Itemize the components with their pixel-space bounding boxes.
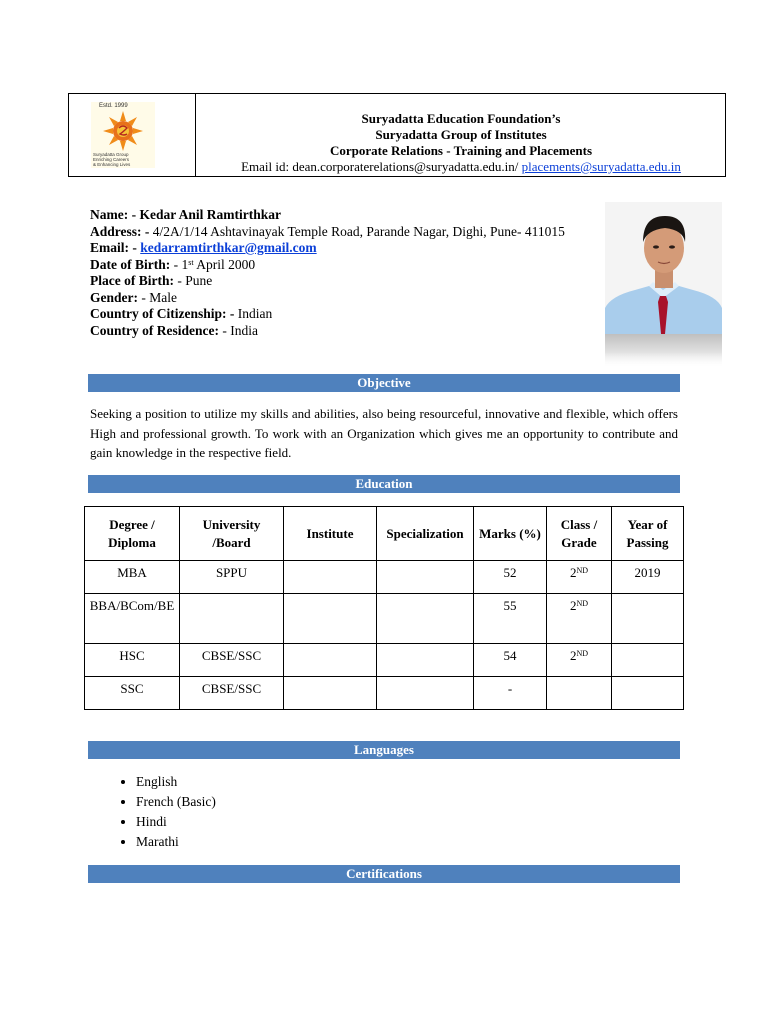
- certifications-heading: Certifications: [88, 865, 680, 883]
- table-row: SSC CBSE/SSC -: [85, 677, 684, 710]
- header-university: University /Board: [180, 507, 284, 561]
- header-year: Year of Passing: [612, 507, 684, 561]
- table-row: HSC CBSE/SSC 54 2ND: [85, 644, 684, 677]
- table-row: MBA SPPU 52 2ND 2019: [85, 561, 684, 594]
- objective-text: Seeking a position to utilize my skills and abilities, also being resourceful, innovative and flexible, which offers High and professional growth. To work with an Organization which gives me an opportunity to contribute and gain knowledge in the respective field.: [90, 406, 678, 460]
- education-heading: Education: [88, 475, 680, 493]
- logo-tagline: Suryadatta Group Enriching Careers & Enhancing Lives: [93, 152, 131, 167]
- header-class: Class / Grade: [547, 507, 612, 561]
- list-item: • Marathi: [136, 832, 216, 852]
- languages-heading: Languages: [88, 741, 680, 759]
- header-institute: Institute: [284, 507, 377, 561]
- logo-estd-text: Estd. 1999: [99, 103, 128, 109]
- objective-heading: Objective: [88, 374, 680, 392]
- citizenship-line: Country of Citizenship: - Indian: [90, 306, 273, 321]
- letterhead-text: [196, 94, 726, 176]
- header-specialization: Specialization: [377, 507, 474, 561]
- suryadatta-logo: [91, 102, 155, 168]
- letterhead: [68, 93, 726, 177]
- gender-line: Gender: - Male: [90, 289, 177, 305]
- pob-line: Place of Birth: - Pune: [90, 273, 213, 288]
- candidate-photo: [605, 202, 722, 368]
- list-item: • French (Basic): [136, 792, 216, 812]
- education-table: [84, 506, 684, 710]
- table-row: BBA/BCom/BE 55 2ND: [85, 594, 684, 644]
- personal-info: [90, 207, 565, 339]
- department-name: Corporate Relations - Training and Placements: [329, 143, 593, 158]
- address-line: Address: - 4/2A/1/14 Ashtavinayak Temple Road, Parande Nagar, Dighi, Pune- 411015: [90, 223, 565, 239]
- foundation-name: Suryadatta Education Foundation’s: [361, 111, 561, 126]
- candidate-email-link[interactable]: kedarramtirthkar@gmail.com: [140, 240, 317, 255]
- header-degree: Degree / Diploma: [85, 507, 180, 561]
- list-item: • English: [136, 772, 216, 792]
- dob-line: Date of Birth: - 1st April 2000: [90, 256, 256, 272]
- list-item: • Hindi: [136, 812, 216, 832]
- name-line: Name: - Kedar Anil Ramtirthkar: [90, 207, 281, 222]
- residence-line: Country of Residence: - India: [90, 322, 258, 338]
- header-marks: Marks (%): [474, 507, 547, 561]
- logo-cell: [69, 94, 196, 176]
- table-header-row: [85, 507, 684, 561]
- institute-group-name: Suryadatta Group of Institutes: [375, 127, 547, 142]
- languages-list: [112, 772, 216, 852]
- contact-email-line: Email id: dean.corporaterelations@suryadatta.edu.in/ placements@suryadatta.edu.in: [241, 159, 681, 174]
- email-line: Email: - kedarramtirthkar@gmail.com: [90, 240, 317, 255]
- placements-email-link[interactable]: placements@suryadatta.edu.in: [521, 159, 681, 174]
